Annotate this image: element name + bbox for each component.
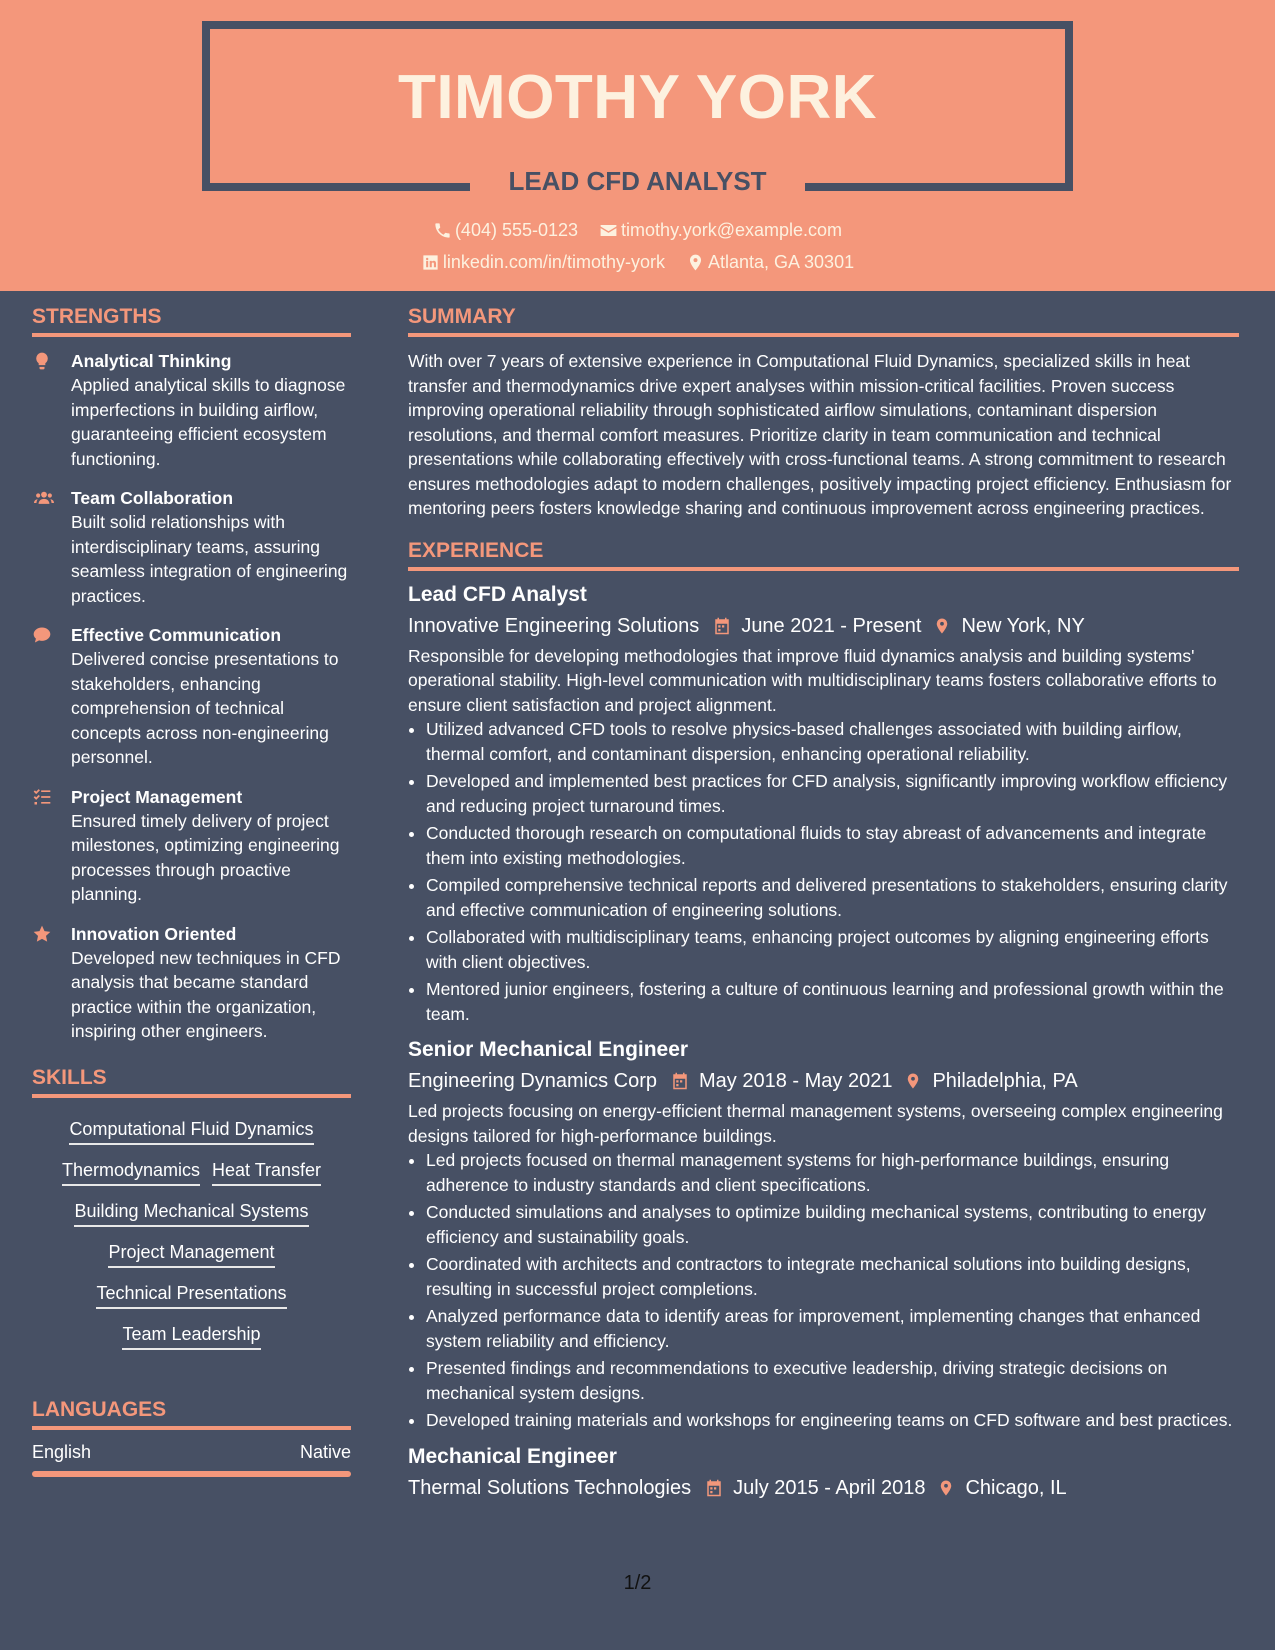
linkedin-contact[interactable]	[421, 252, 665, 273]
language-row	[32, 1442, 351, 1463]
job-meta	[408, 1066, 1239, 1096]
list-item: • Presented findings and recommendations to executive leadership, driving strategic decisions on mechanical system designs.	[426, 1356, 1239, 1405]
strength-description: Delivered concise presentations to stakeholders, enhancing comprehension of technical concepts across non-engineering personnel.	[71, 649, 339, 767]
skill-tag: Heat Transfer	[212, 1158, 321, 1186]
strength-description: Ensured timely delivery of project milestones, optimizing engineering processes through proactive planning.	[71, 810, 340, 904]
right-column	[408, 305, 1239, 1506]
users-icon	[32, 488, 56, 508]
skill-tag: Technical Presentations	[96, 1281, 286, 1309]
languages-heading: LANGUAGES	[32, 1398, 351, 1430]
job-entry	[408, 1443, 1239, 1503]
strength-description: Built solid relationships with interdisciplinary teams, assuring seamless integration of engineering practices.	[71, 512, 348, 606]
job-entry	[408, 581, 1239, 1027]
job-title: Senior Mechanical Engineer	[408, 1038, 689, 1061]
strength-title: Effective Communication	[71, 625, 282, 645]
map-pin-icon	[933, 616, 951, 636]
skill-tag: Building Mechanical Systems	[74, 1199, 308, 1227]
strength-item	[32, 922, 351, 1044]
list-item: • Mentored junior engineers, fostering a culture of continuous learning and professional growth within the team.	[426, 977, 1239, 1026]
envelope-icon	[599, 221, 618, 240]
phone-icon	[433, 221, 452, 240]
strength-item	[32, 623, 351, 770]
job-company: Innovative Engineering Solutions	[408, 614, 700, 637]
resume-header	[0, 0, 1275, 291]
summary-heading: SUMMARY	[408, 305, 1239, 337]
job-bullets	[426, 717, 1239, 1026]
list-item: • Conducted thorough research on computational fluids to stay abreast of advancements and integrate them into existing methodologies.	[426, 821, 1239, 870]
list-item: • Analyzed performance data to identify areas for improvement, implementing changes that enhanced system reliability and efficiency.	[426, 1304, 1239, 1353]
location-contact	[686, 252, 854, 273]
language-name: English	[32, 1441, 92, 1462]
contact-row-1	[0, 220, 1275, 245]
linkedin-text: linkedin.com/in/timothy-york	[442, 252, 665, 272]
calendar-icon	[713, 616, 731, 636]
job-location: Chicago, IL	[965, 1476, 1067, 1499]
job-dates: June 2021 - Present	[741, 614, 922, 637]
skill-tag: Team Leadership	[122, 1322, 260, 1350]
star-icon	[32, 924, 52, 944]
job-meta	[408, 611, 1239, 641]
job-title-heading: LEAD CFD ANALYST	[508, 166, 767, 196]
skills-list	[32, 1110, 351, 1358]
page-number: 1/2	[623, 1572, 652, 1594]
map-pin-icon	[937, 1478, 955, 1498]
summary-text: With over 7 years of extensive experience in Computational Fluid Dynamics, specialized skills in heat transfer and thermodynamics drive expert analyses within mission-critical facilities. Proven success improving operational reliability through sophisticated airflow simulations, contaminant dispersion resolutions, and thermal comfort measures. Prioritize clarity in team communication and technical presentations while collaborating effectively with cross-functional teams. A strong commitment to research ensures methodologies adapt to modern challenges, positively impacting project efficiency. Enthusiasm for mentoring peers fosters knowledge sharing and continuous improvement across engineering practices.	[408, 351, 1232, 518]
job-description: Responsible for developing methodologies that improve fluid dynamics analysis and building systems' operational stability. High-level communication with multidisciplinary teams fosters collaborative efforts to ensure client satisfaction and project alignment.	[408, 645, 1217, 715]
phone-text: (404) 555-0123	[454, 220, 579, 240]
email-contact[interactable]	[599, 220, 842, 241]
job-description: Led projects focusing on energy-efficient thermal management systems, overseeing complex engineering designs tailored for high-performance buildings.	[408, 1101, 1223, 1146]
contact-row-2	[0, 252, 1275, 277]
job-meta	[408, 1473, 1239, 1503]
job-dates: May 2018 - May 2021	[699, 1070, 893, 1092]
candidate-name: TIMOTHY YORK	[397, 63, 878, 132]
strengths-heading: STRENGTHS	[32, 305, 351, 337]
language-level: Native	[299, 1441, 351, 1462]
strength-item	[32, 785, 351, 907]
list-item: • Led projects focused on thermal management systems for high-performance buildings, ensuring adherence to industry standards and client specifications.	[426, 1148, 1239, 1197]
language-proficiency-bar	[32, 1471, 351, 1477]
experience-heading: EXPERIENCE	[408, 539, 1239, 571]
languages-section	[32, 1398, 351, 1477]
location-text: Atlanta, GA 30301	[707, 252, 855, 272]
job-bullets	[426, 1148, 1239, 1433]
strength-title: Innovation Oriented	[71, 923, 237, 944]
list-item: • Collaborated with multidisciplinary teams, enhancing project outcomes by aligning engineering efforts with client objectives.	[426, 925, 1239, 974]
phone-contact[interactable]	[433, 220, 578, 241]
email-text: timothy.york@example.com	[621, 220, 843, 240]
skill-tag: Project Management	[108, 1240, 274, 1268]
chat-bubble-icon	[32, 625, 52, 645]
list-item: • Conducted simulations and analyses to optimize building mechanical systems, contributing to energy efficiency and sustainability goals.	[426, 1200, 1239, 1249]
skill-tag: Computational Fluid Dynamics	[69, 1117, 313, 1145]
strength-title: Project Management	[71, 786, 243, 807]
list-item: • Developed training materials and workshops for engineering teams on CFD software and best practices.	[426, 1408, 1239, 1433]
strength-description: Applied analytical skills to diagnose imperfections in building airflow, guaranteeing efficient ecosystem functioning.	[71, 375, 346, 469]
linkedin-icon	[421, 253, 440, 272]
map-pin-icon	[686, 253, 705, 272]
strength-title: Analytical Thinking	[71, 351, 232, 371]
strength-title: Team Collaboration	[71, 488, 234, 508]
job-title: Mechanical Engineer	[408, 1444, 617, 1468]
job-company: Thermal Solutions Technologies	[408, 1476, 692, 1499]
list-item: • Utilized advanced CFD tools to resolve physics-based challenges associated with building airflow, thermal comfort, and contaminant dispersion, enhancing operational reliability.	[426, 717, 1239, 766]
job-title: Lead CFD Analyst	[408, 582, 587, 606]
job-location: Philadelphia, PA	[932, 1070, 1078, 1092]
strength-item	[32, 486, 351, 608]
job-location: New York, NY	[961, 614, 1085, 637]
calendar-icon	[671, 1071, 689, 1091]
left-column	[32, 305, 351, 1477]
map-pin-icon	[904, 1071, 922, 1091]
job-company: Engineering Dynamics Corp	[408, 1070, 658, 1092]
strength-item	[32, 349, 351, 471]
calendar-icon	[705, 1478, 723, 1498]
strength-description: Developed new techniques in CFD analysis that became standard practice within the organization, inspiring other engineers.	[71, 947, 341, 1041]
skills-heading: SKILLS	[32, 1066, 351, 1098]
list-item: • Coordinated with architects and contractors to integrate mechanical solutions into building designs, resulting in successful project completions.	[426, 1252, 1239, 1301]
skill-tag: Thermodynamics	[62, 1158, 200, 1186]
lightbulb-icon	[32, 351, 52, 371]
list-item: • Developed and implemented best practices for CFD analysis, significantly improving workflow efficiency and reducing project turnaround times.	[426, 769, 1239, 818]
checklist-icon	[32, 787, 52, 807]
job-entry	[408, 1036, 1239, 1433]
job-dates: July 2015 - April 2018	[733, 1476, 926, 1499]
list-item: • Compiled comprehensive technical reports and delivered presentations to stakeholders, ensuring clarity and effective communication of engineering solutions.	[426, 873, 1239, 922]
